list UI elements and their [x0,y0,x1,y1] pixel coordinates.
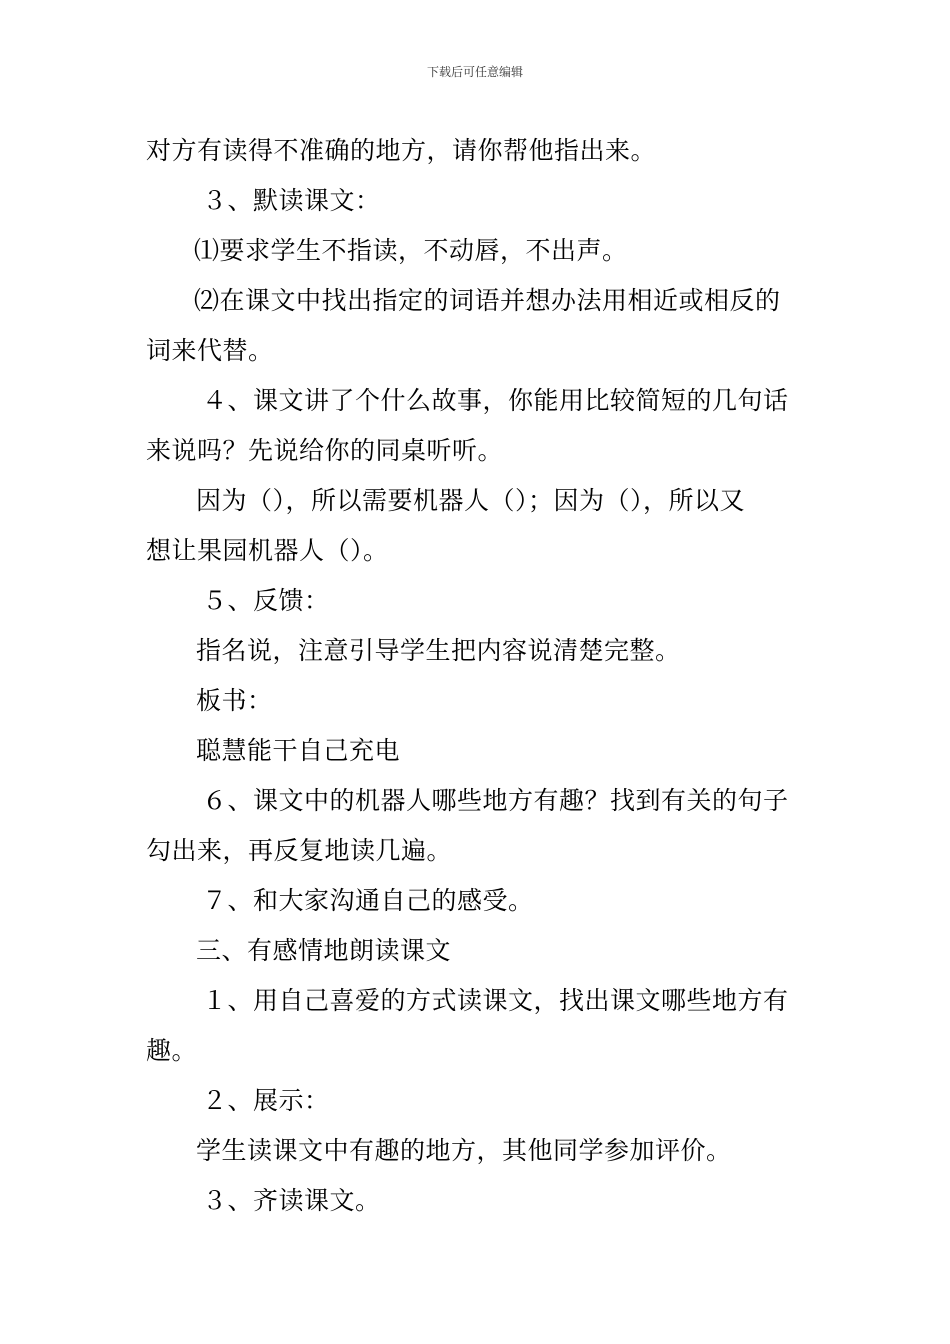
paragraph-line: ５、反馈： [202,586,330,615]
paragraph-line: １、用自己喜爱的方式读课文，找出课文哪些地方有 [202,986,789,1015]
paragraph-line: ４、课文讲了个什么故事，你能用比较简短的几句话 [202,386,789,415]
paragraph-line: ３、默读课文： [202,186,381,215]
paragraph-line: 词来代替。 [146,336,274,365]
paragraph-line: 板书： [196,686,273,715]
page-header: 下载后可任意编辑 [426,65,523,79]
paragraph-line: 勾出来，再反复地读几遍。 [146,836,453,865]
paragraph-line: 学生读课文中有趣的地方，其他同学参加评价。 [196,1136,732,1165]
paragraph-line: ７、和大家沟通自己的感受。 [202,886,534,915]
paragraph-line: 因为（），所以需要机器人（）；因为（），所以又 [196,486,746,515]
paragraph-line: ２、展示： [202,1086,330,1115]
paragraph-line: 聪慧能干自己充电 [196,736,401,765]
paragraph-line: ６、课文中的机器人哪些地方有趣？找到有关的句子 [202,786,789,815]
section-heading: 三、有感情地朗读课文 [196,936,452,965]
paragraph-line: 对方有读得不准确的地方，请你帮他指出来。 [146,136,657,165]
paragraph-line: ３、齐读课文。 [202,1186,381,1215]
paragraph-line: 来说吗？先说给你的同桌听听。 [146,436,504,465]
paragraph-line: 指名说，注意引导学生把内容说清楚完整。 [196,636,681,665]
paragraph-line: 趣。 [146,1036,198,1065]
paragraph-line: 想让果园机器人（）。 [146,536,389,565]
document-body [146,126,816,1226]
paragraph-line: ⑵在课文中找出指定的词语并想办法用相近或相反的 [194,286,781,315]
paragraph-line: ⑴要求学生不指读，不动唇，不出声。 [194,236,628,265]
